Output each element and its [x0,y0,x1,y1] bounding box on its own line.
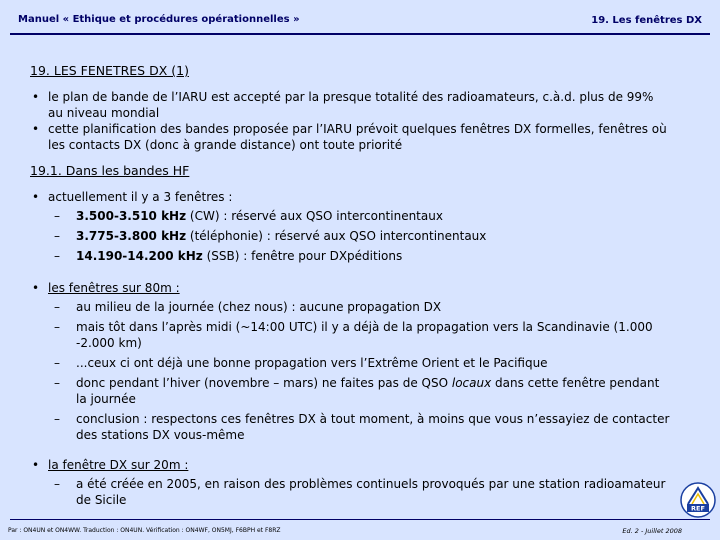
section-title-hf: 19.1. Dans les bandes HF [30,163,190,178]
logo-text: REF [691,504,705,513]
list-item [30,189,670,264]
footer-credits: Par : ON4UN et ON4WW. Traduction : ON4UN. Vérification : ON4WF, ON5MJ, F6BPH et F8RZ [8,527,281,534]
band80-item: – au milieu de la journée (chez nous) : aucune propagation DX [48,299,670,315]
band20-list [30,457,670,508]
list-item: • cette planification des bandes proposée par l’IARU prévoit quelques fenêtres DX formelles, fenêtres où les contacts DX (donc à grande distance) ont toute priorité [30,121,670,153]
header-title: Manuel « Ethique et procédures opérationnelles » [18,14,300,25]
section-title-fenetres: 19. LES FENETRES DX (1) [30,63,189,78]
header-divider [10,33,710,35]
footer-edition: Ed. 2 - Juillet 2008 [622,527,682,535]
band80-item: – ...ceux ci ont déjà une bonne propagation vers l’Extrême Orient et le Pacifique [48,355,670,371]
window-freq: 3.500-3.510 kHz [76,209,187,223]
window-item: – 14.190-14.200 kHz (SSB) : fenêtre pour DXpéditions [48,248,670,264]
band20-title: la fenêtre DX sur 20m : [48,458,189,472]
band80-items [48,299,670,443]
window-item: – 3.775-3.800 kHz (téléphonie) : réservé aux QSO intercontinentaux [48,228,670,244]
header-section: 19. Les fenêtres DX [591,15,702,26]
window-item: – 3.500-3.510 kHz (CW) : réservé aux QSO intercontinentaux [48,208,670,224]
list-item: • le plan de bande de l’IARU est accepté par la presque totalité des radioamateurs, c.à.d. plus de 99% au niveau mondial [30,89,670,121]
slide-content [30,63,670,512]
hf-list [30,189,670,264]
window-freq: 3.775-3.800 kHz [76,229,187,243]
band80-list [30,280,670,443]
band20-item: – a été créée en 2005, en raison des problèmes continuels provoqués par une station radioamateur de Sicile [48,476,670,508]
band80-title: les fenêtres sur 80m : [48,281,180,295]
band80-item: – donc pendant l’hiver (novembre – mars) ne faites pas de QSO locaux dans cette fenêtre pendant la journée [48,375,670,407]
emphasis-locaux: locaux [451,376,492,390]
list-item [30,280,670,443]
band20-items [48,476,670,508]
ref-logo-icon [680,482,716,518]
windows-list [48,208,670,264]
windows-intro: actuellement il y a 3 fenêtres : [48,190,233,204]
band80-item: – mais tôt dans l’après midi (~14:00 UTC) il y a déjà de la propagation vers la Scandinavie (1.000 -2.000 km) [48,319,670,351]
list-item [30,457,670,508]
intro-list [30,89,670,153]
band80-item: – conclusion : respectons ces fenêtres DX à tout moment, à moins que vous n’essayiez de contacter des stations DX vous-même [48,411,670,443]
window-freq: 14.190-14.200 kHz [76,249,203,263]
footer-divider [10,519,710,520]
